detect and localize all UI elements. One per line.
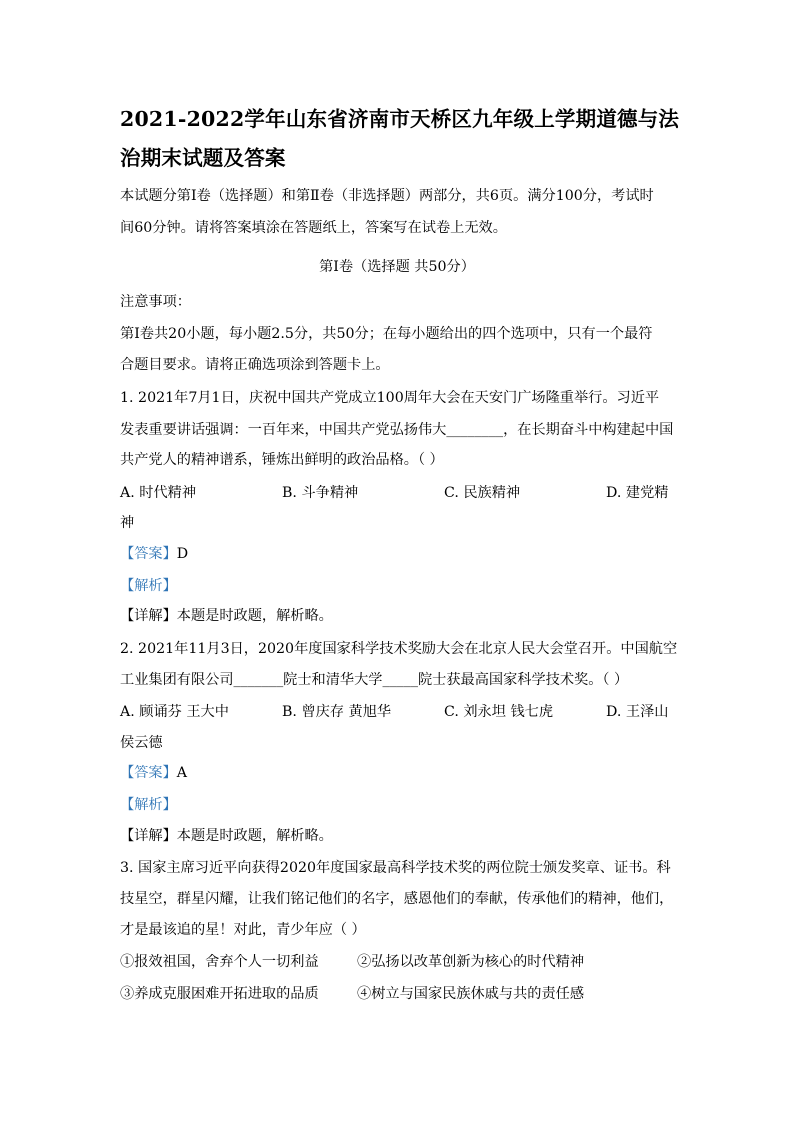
question-2-detail <box>120 829 333 843</box>
question-2-answer <box>120 766 187 780</box>
question-1-stem-line-3: 共产党人的精神谱系，锤炼出鲜明的政治品格。（ ） <box>120 452 444 468</box>
question-1-option-c: C. 民族精神 <box>444 485 521 501</box>
answer-tag: 【答案】 <box>120 765 177 781</box>
question-3-stem-line-1: 3. 国家主席习近平向获得2020年度国家最高科学技术奖的两位院士颁发奖章、证书。科 <box>120 860 671 876</box>
question-1-stem-line-2: 发表重要讲话强调：一百年来，中国共产党弘扬伟大________，在长期奋斗中构建起中国 <box>120 422 674 438</box>
question-3-choice-3: ③养成克服困难开拓进取的品质 <box>120 986 319 1002</box>
question-2-option-c: C. 刘永坦 钱七虎 <box>444 704 554 720</box>
question-1-answer <box>120 547 188 561</box>
notice-line-2: 合题目要求。请将正确选项涂到答题卡上。 <box>120 357 390 373</box>
question-1-option-d-wrap: 神 <box>120 515 135 531</box>
question-3-choice-2: ②弘扬以改革创新为核心的时代精神 <box>357 954 585 970</box>
question-2-option-d-wrap: 侯云德 <box>120 735 163 751</box>
question-2-stem-line-1: 2. 2021年11月3日，2020年度国家科学技术奖励大会在北京人民大会堂召开。中国航空 <box>120 641 678 657</box>
question-1-option-a: A. 时代精神 <box>120 485 197 501</box>
detail-tag: 【详解】 <box>120 828 177 844</box>
question-2-option-d: D. 王泽山 <box>606 704 669 720</box>
question-3-choice-1: ①报效祖国，舍弃个人一切利益 <box>120 954 319 970</box>
question-1-stem-line-1: 1. 2021年7月1日，庆祝中国共产党成立100周年大会在天安门广场隆重举行。习近平 <box>120 390 660 406</box>
question-3-stem-line-3: 才是最该追的星！对此，青少年应（ ） <box>120 922 366 938</box>
intro-line-1: 本试题分第Ⅰ卷（选择题）和第Ⅱ卷（非选择题）两部分，共6页。满分100分，考试时 <box>120 188 654 204</box>
question-3-stem-line-2: 技星空，群星闪耀，让我们铭记他们的名字，感恩他们的奉献，传承他们的精神，他们， <box>120 891 674 907</box>
question-2-option-a: A. 顾诵芬 王大中 <box>120 704 229 720</box>
question-1-option-d: D. 建党精 <box>606 485 669 501</box>
intro-line-2: 间60分钟。请将答案填涂在答题纸上，答案写在试卷上无效。 <box>120 220 507 236</box>
notice-line-1: 第Ⅰ卷共20小题，每小题2.5分，共50分；在每小题给出的四个选项中，只有一个最符 <box>120 326 653 342</box>
notice-label: 注意事项： <box>120 294 191 310</box>
question-2-analysis-tag: 【解析】 <box>120 797 177 813</box>
doc-title-line-1: 2021-2022学年山东省济南市天桥区九年级上学期道德与法 <box>120 107 680 131</box>
answer-value: A <box>176 765 188 781</box>
section-heading: 第Ⅰ卷（选择题 共50分） <box>319 259 475 275</box>
question-2-stem-line-2: 工业集团有限公司_______院士和清华大学_____院士获最高国家科学技术奖。（ ） <box>120 672 629 688</box>
detail-text: 本题是时政题，解析略。 <box>176 608 333 624</box>
question-1-analysis-tag: 【解析】 <box>120 578 177 594</box>
detail-tag: 【详解】 <box>120 608 177 624</box>
question-1-option-b: B. 斗争精神 <box>282 485 359 501</box>
question-1-detail <box>120 609 333 623</box>
answer-value: D <box>176 546 189 562</box>
question-2-option-b: B. 曾庆存 黄旭华 <box>282 704 392 720</box>
doc-title-line-2: 治期末试题及答案 <box>120 146 286 170</box>
detail-text: 本题是时政题，解析略。 <box>176 828 333 844</box>
question-3-choice-4: ④树立与国家民族休戚与共的责任感 <box>357 986 585 1002</box>
answer-tag: 【答案】 <box>120 546 177 562</box>
